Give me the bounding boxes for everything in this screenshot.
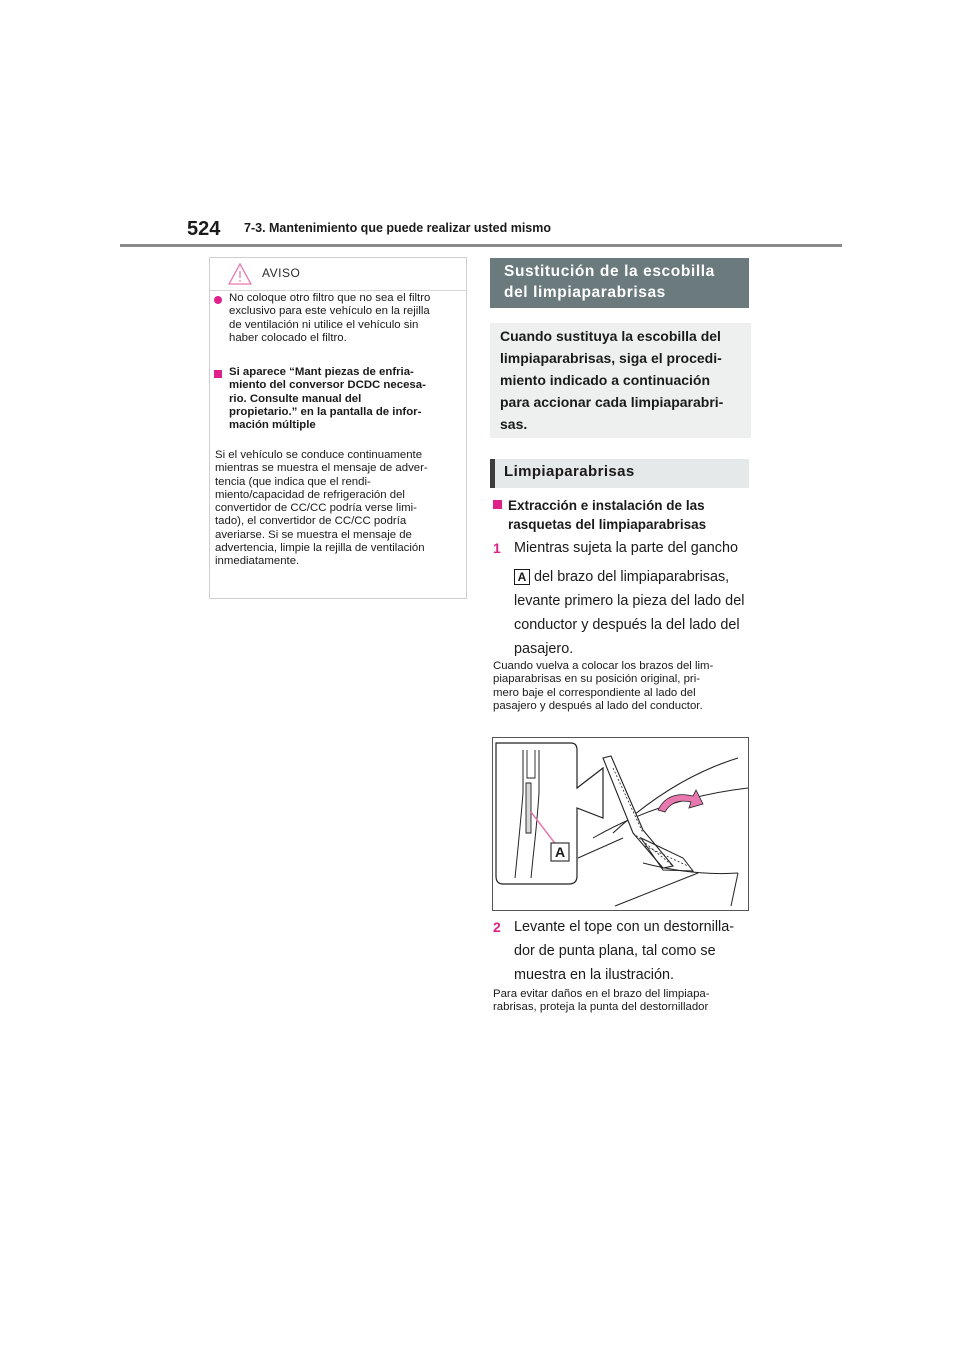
line: conductor y después la del lado del	[514, 617, 740, 633]
line: muestra en la ilustración.	[514, 967, 674, 983]
step2-number: 2	[493, 919, 501, 935]
line: pasajero y después al lado del conductor.	[493, 700, 703, 713]
line: convertidor de CC/CC podría verse limi-	[215, 502, 417, 515]
bullet-square-icon	[214, 370, 222, 378]
line: Si aparece “Mant piezas de enfria-	[229, 366, 414, 378]
line: propietario.” en la pantalla de infor-	[229, 405, 422, 418]
line: rabrisas, proteja la punta del destornillador	[493, 1001, 709, 1014]
warning-box	[209, 257, 467, 599]
warning-label: AVISO	[262, 266, 301, 280]
page-number: 524	[187, 218, 221, 240]
warning-item2-title	[229, 366, 426, 432]
step2-text	[514, 915, 754, 987]
line: Cuando sustituya la escobilla del	[500, 328, 721, 344]
line: advertencia, limpie la rejilla de ventilación	[215, 542, 425, 555]
step2-note	[493, 988, 751, 1015]
line: mientras se muestra el mensaje de adver-	[215, 462, 428, 475]
line: tencia (que indica que el rendi-	[215, 475, 371, 488]
figure-callout-a: A	[554, 844, 566, 860]
line: miento/capacidad de refrigeración del	[215, 488, 405, 501]
line: mero baje el correspondiente al lado del	[493, 686, 696, 699]
line: inmediatamente.	[215, 555, 300, 568]
line: levante primero la pieza del lado del	[514, 593, 745, 609]
section-band	[490, 258, 749, 308]
warning-item2-body	[215, 449, 428, 569]
line: Sustitución de la escobilla	[504, 263, 715, 280]
subsection-band-bar	[490, 459, 495, 488]
line: Cuando vuelva a colocar los brazos del lim-	[493, 660, 714, 672]
line	[514, 565, 754, 589]
procedure-heading	[508, 496, 748, 534]
warning-header	[210, 258, 466, 290]
line: Si el vehículo se conduce continuamente	[215, 449, 423, 461]
intro-text	[500, 325, 745, 435]
line: haber colocado el filtro.	[229, 331, 347, 344]
line: de ventilación ni utilice el vehículo sin	[229, 318, 419, 331]
step1-text	[514, 536, 754, 661]
line: No coloque otro filtro que no sea el filtro	[229, 292, 431, 304]
line: dor de punta plana, tal como se	[514, 943, 716, 959]
line: averiarse. Si se muestra el mensaje de	[215, 528, 412, 541]
line: piaparabrisas en su posición original, pri-	[493, 673, 701, 686]
section-title: 7-3. Mantenimiento que puede realizar usted mismo	[244, 221, 552, 235]
section-band-title	[504, 261, 715, 303]
warning-item1	[229, 292, 430, 345]
step1-number: 1	[493, 540, 501, 556]
line: Extracción e instalación de las	[508, 498, 705, 513]
bullet-circle-icon	[214, 296, 222, 304]
line: pasajero.	[514, 641, 574, 657]
callout-a-icon: A	[514, 569, 530, 585]
warning-divider	[210, 290, 466, 291]
line: miento del conversor DCDC necesa-	[229, 379, 426, 392]
line: Mientras sujeta la parte del gancho	[514, 540, 738, 556]
line: exclusivo para este vehículo en la rejilla	[229, 305, 430, 318]
step1-note	[493, 660, 751, 714]
line: sas.	[500, 416, 528, 432]
line: tado), el convertidor de CC/CC podría	[215, 515, 407, 528]
heading-square-icon	[493, 500, 502, 509]
line: rasquetas del limpiaparabrisas	[508, 517, 707, 532]
line-text: del brazo del limpiaparabrisas,	[530, 569, 730, 585]
subsection-band	[490, 459, 749, 488]
line: Levante el tope con un destornilla-	[514, 919, 735, 935]
wiper-illustration	[492, 737, 749, 911]
line: mación múltiple	[229, 419, 316, 432]
line: del limpiaparabrisas	[504, 284, 666, 301]
line: rio. Consulte manual del	[229, 392, 362, 405]
intro-box	[490, 323, 751, 438]
subsection-title: Limpiaparabrisas	[504, 463, 635, 480]
line: miento indicado a continuación	[500, 372, 711, 388]
line: limpiaparabrisas, siga el procedi-	[500, 350, 722, 366]
header-rule	[120, 244, 842, 247]
warning-triangle-icon	[228, 263, 252, 285]
line: para accionar cada limpiaparabri-	[500, 394, 724, 410]
wiper-drawing	[493, 738, 748, 910]
line: Para evitar daños en el brazo del limpiapa-	[493, 988, 710, 1000]
